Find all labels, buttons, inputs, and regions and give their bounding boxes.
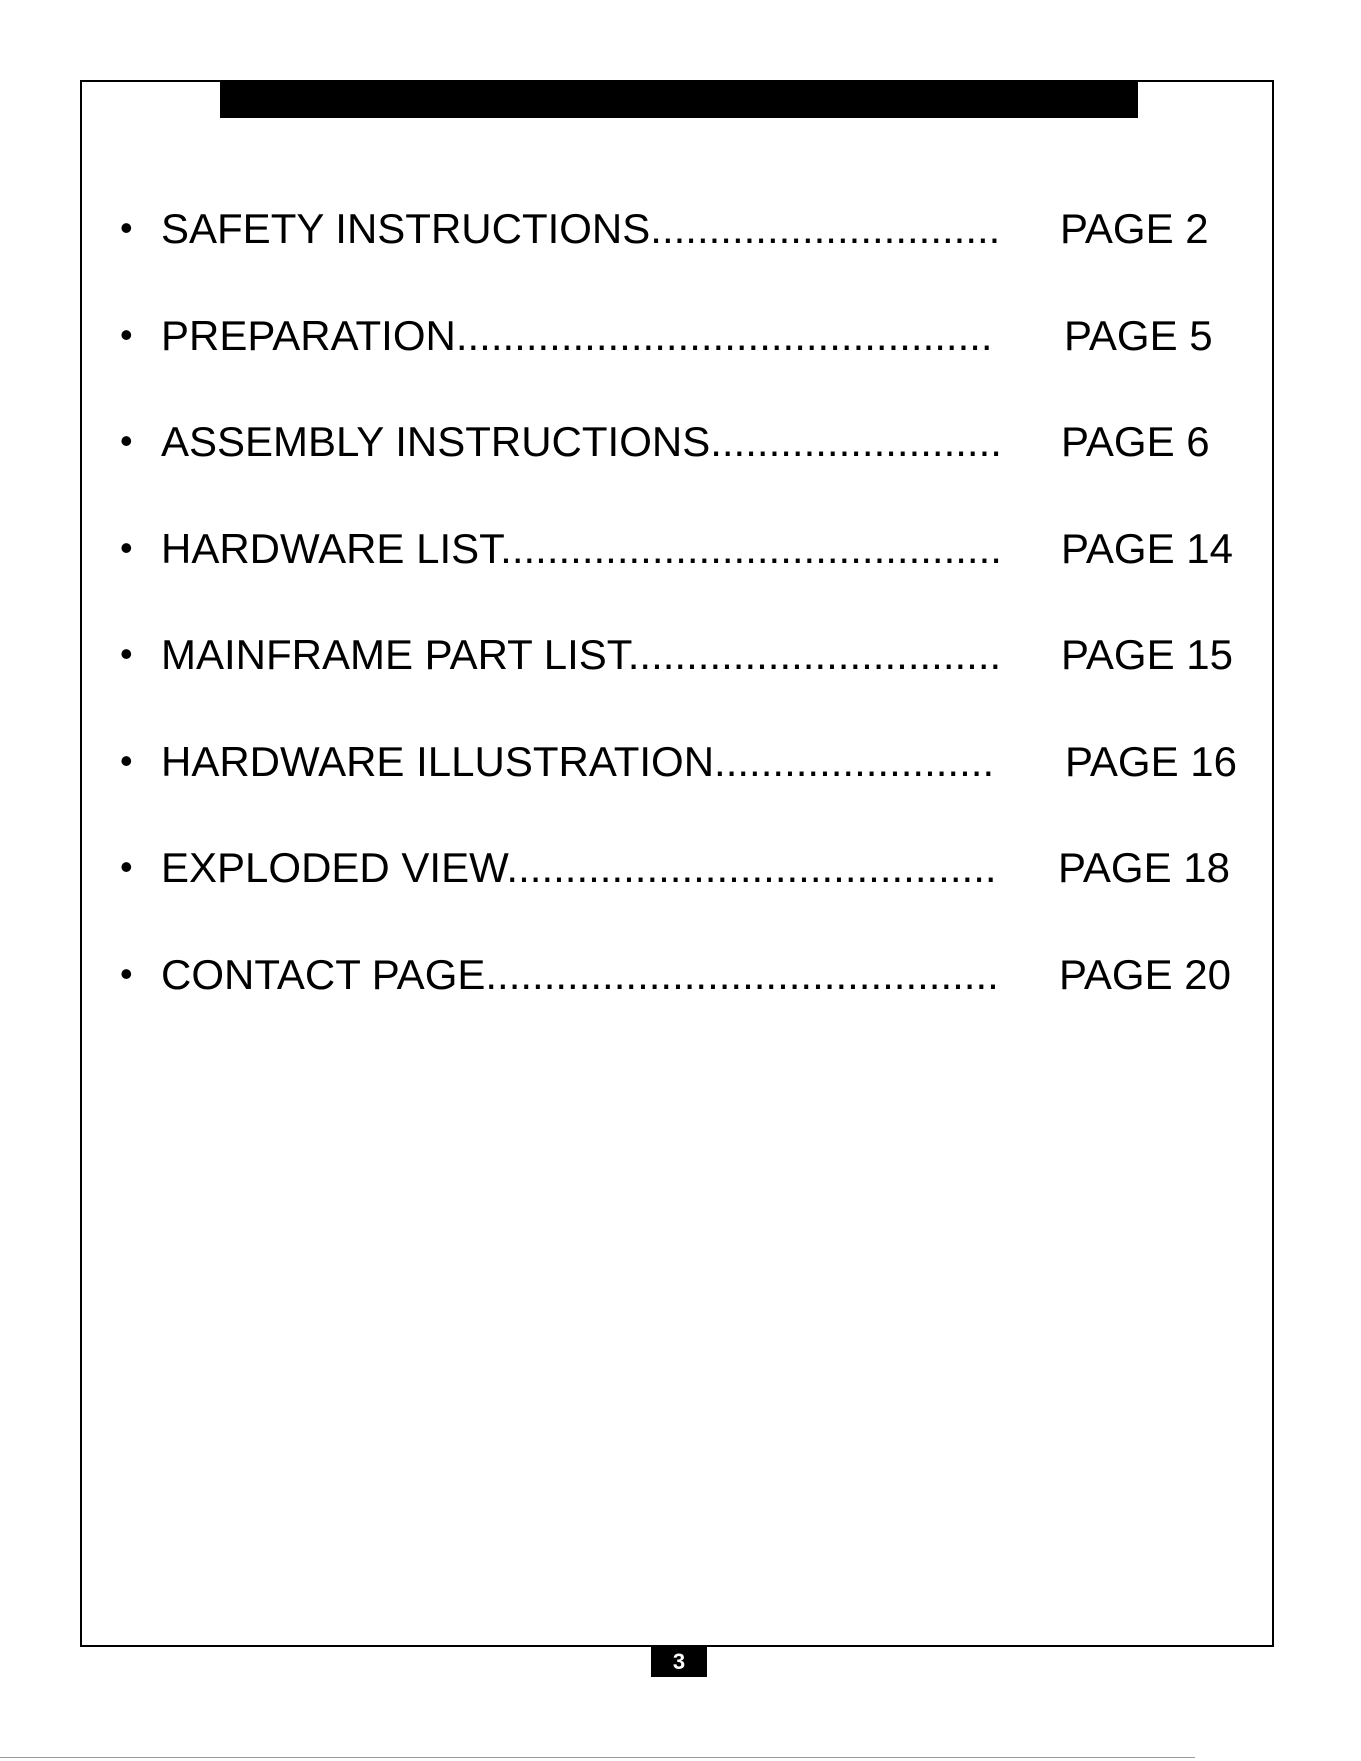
toc-item-label: PREPARATION.............................................. bbox=[161, 311, 993, 359]
toc-item-label: EXPLODED VIEW.......................................... bbox=[161, 844, 997, 891]
bullet-icon: • bbox=[120, 313, 133, 355]
bullet-icon: • bbox=[120, 207, 133, 248]
toc-item-exploded-view[interactable] bbox=[120, 844, 1260, 954]
toc-item-label: CONTACT PAGE............................................ bbox=[161, 950, 999, 998]
toc-item-page: PAGE 6 bbox=[1061, 418, 1210, 465]
toc-item-hardware-list[interactable] bbox=[120, 524, 1260, 635]
toc-item-label: SAFETY INSTRUCTIONS.............................. bbox=[161, 205, 1001, 252]
toc-item-assembly-instructions[interactable] bbox=[120, 418, 1260, 528]
toc-item-label: MAINFRAME PART LIST................................ bbox=[161, 631, 1002, 678]
toc-item-hardware-illustration[interactable] bbox=[120, 737, 1260, 848]
toc-item-safety-instructions[interactable] bbox=[120, 205, 1260, 315]
table-of-contents bbox=[120, 205, 1260, 1060]
bullet-icon: • bbox=[120, 952, 133, 994]
bullet-icon: • bbox=[120, 633, 133, 674]
toc-item-page: PAGE 20 bbox=[1059, 950, 1231, 998]
toc-item-page: PAGE 16 bbox=[1065, 737, 1237, 785]
toc-item-page: PAGE 18 bbox=[1058, 844, 1230, 891]
toc-item-label: HARDWARE ILLUSTRATION........................ bbox=[161, 737, 995, 785]
toc-item-label: ASSEMBLY INSTRUCTIONS......................... bbox=[161, 418, 1002, 465]
toc-item-page: PAGE 2 bbox=[1060, 205, 1209, 252]
page-number: 3 bbox=[651, 1647, 707, 1677]
toc-item-mainframe-part-list[interactable] bbox=[120, 631, 1260, 741]
bullet-icon: • bbox=[120, 739, 133, 781]
bottom-rule bbox=[0, 1757, 1195, 1758]
bullet-icon: • bbox=[120, 846, 133, 887]
toc-item-contact-page[interactable] bbox=[120, 950, 1260, 1061]
header-bar bbox=[220, 80, 1138, 118]
toc-item-page: PAGE 5 bbox=[1064, 311, 1213, 359]
toc-item-preparation[interactable] bbox=[120, 311, 1260, 422]
bullet-icon: • bbox=[120, 420, 133, 461]
toc-item-page: PAGE 14 bbox=[1061, 524, 1233, 572]
bullet-icon: • bbox=[120, 526, 133, 568]
toc-item-page: PAGE 15 bbox=[1061, 631, 1233, 678]
toc-item-label: HARDWARE LIST........................................... bbox=[161, 524, 1002, 572]
